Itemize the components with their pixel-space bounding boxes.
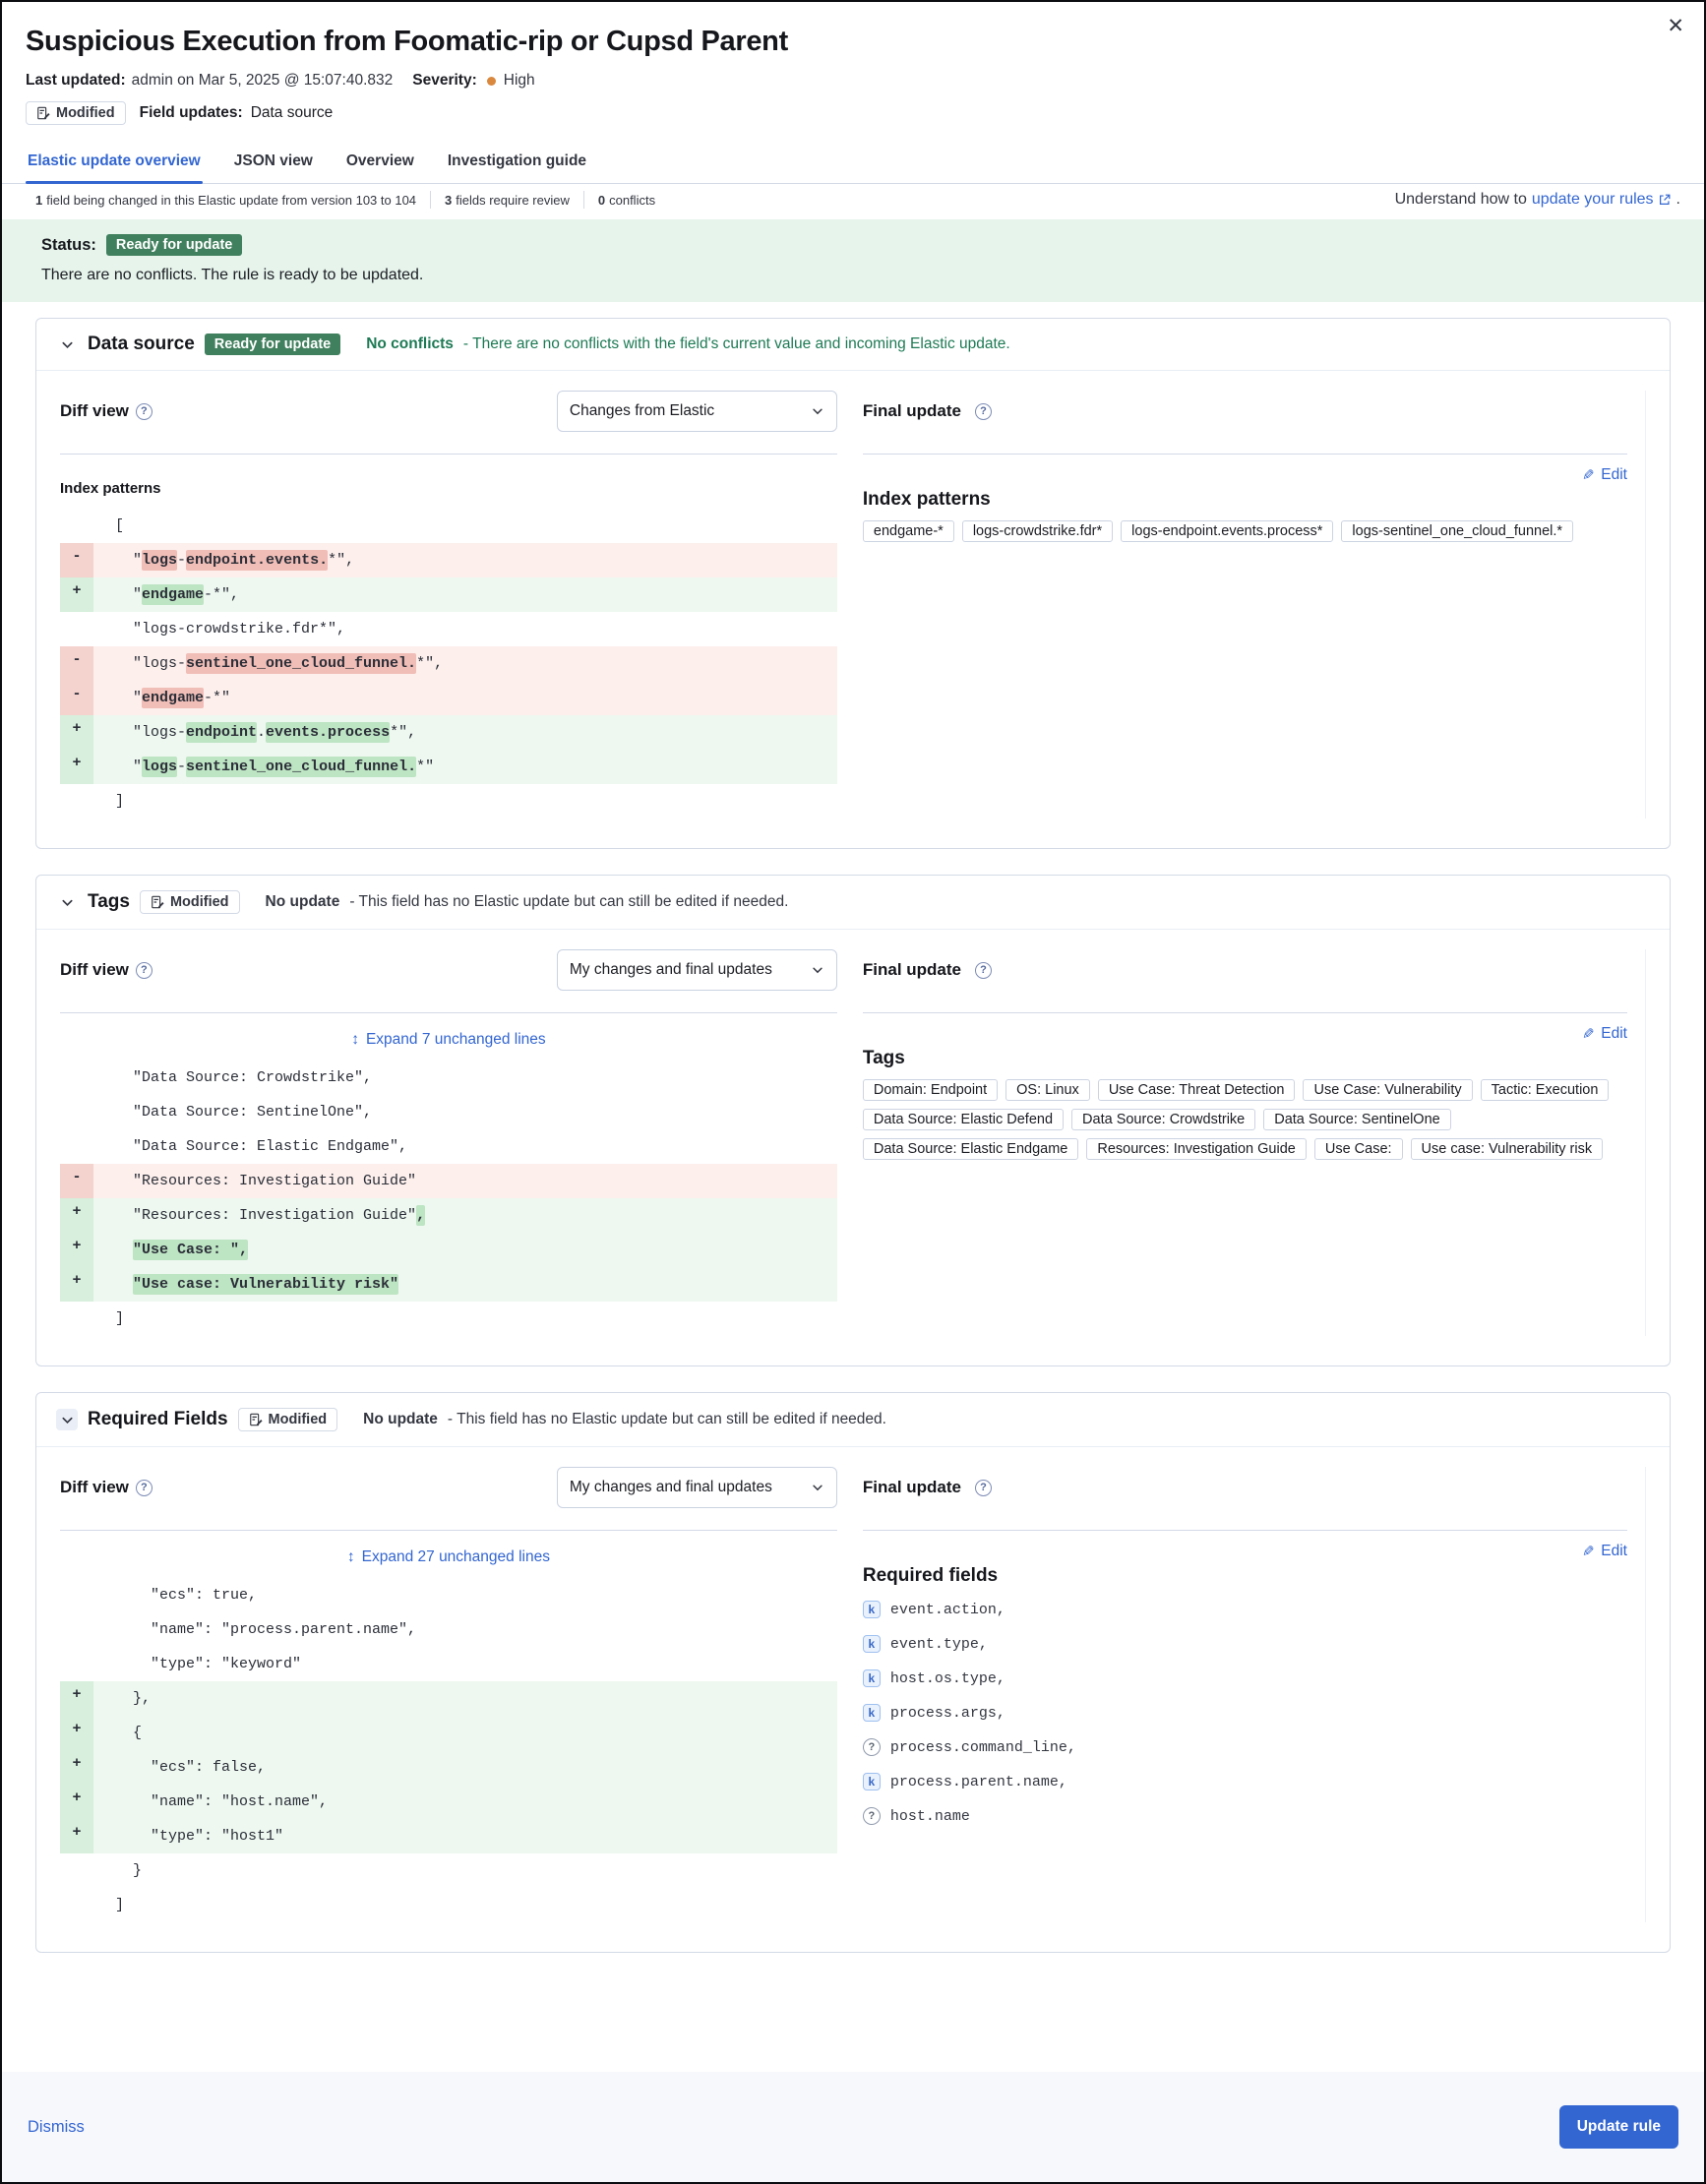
diff-changed-token: sentinel_one_cloud_funnel.: [186, 655, 417, 672]
diff-view-select[interactable]: Changes from Elastic: [557, 391, 837, 432]
diff-line: [60, 1612, 837, 1647]
diff-line: [60, 681, 837, 715]
final-update-heading: Index patterns: [862, 489, 991, 510]
diff-gutter: [60, 1612, 93, 1647]
required-fields-list: [863, 1597, 1627, 1829]
modified-badge: Modified: [140, 890, 240, 914]
section-status-text: - This field has no Elastic update but can still be edited if needed.: [447, 1411, 886, 1427]
diff-gutter: [60, 1888, 93, 1922]
diff-text: }: [97, 1862, 143, 1879]
help-icon[interactable]: ?: [975, 962, 992, 979]
diff-changed-token: endpoint: [186, 724, 258, 741]
diff-text: *",: [416, 655, 444, 672]
diff-line: [60, 577, 837, 612]
value-badge: Resources: Investigation Guide: [1086, 1138, 1307, 1160]
diff-code: [93, 1578, 837, 1612]
diff-gutter: +: [60, 1681, 93, 1716]
document-edit-icon: [36, 106, 50, 120]
diff-text: -: [177, 552, 187, 569]
diff-line: [60, 1819, 837, 1853]
diff-changed-token: endgame: [142, 586, 205, 603]
value-badge: endgame-*: [863, 520, 954, 542]
ready-for-update-badge: Ready for update: [205, 334, 340, 355]
value-badge: Use case: Vulnerability risk: [1411, 1138, 1604, 1160]
diff-text: -*",: [204, 586, 240, 603]
diff-gutter: +: [60, 1750, 93, 1785]
chevron-down-icon: [811, 404, 824, 418]
diff-code: [93, 715, 837, 750]
keyword-token-icon: k: [863, 1669, 881, 1687]
value-badge: Data Source: Elastic Defend: [863, 1109, 1064, 1130]
chevron-down-icon: [811, 1481, 824, 1494]
section-status-text: - There are no conflicts with the field's current value and incoming Elastic update.: [462, 335, 1010, 352]
diff-gutter: -: [60, 681, 93, 715]
diff-line: [60, 1785, 837, 1819]
final-update-label: Final update: [862, 1478, 961, 1496]
section-title: Data source: [88, 334, 195, 354]
field-name: event.type,: [889, 1635, 988, 1653]
diff-changed-token: endgame: [142, 690, 205, 706]
diff-code: [93, 750, 837, 784]
modified-badge: Modified: [238, 1408, 338, 1431]
diff-code: [93, 1716, 837, 1750]
diff-line: [60, 1647, 837, 1681]
diff-line: [60, 1681, 837, 1716]
diff-gutter: [60, 1095, 93, 1129]
final-update-heading: Tags: [862, 1048, 905, 1068]
keyword-token-icon: k: [863, 1773, 881, 1790]
status-message: There are no conflicts. The rule is ready to be updated.: [41, 267, 424, 283]
diff-gutter: [60, 1302, 93, 1336]
severity-value: High: [503, 72, 535, 89]
help-icon[interactable]: ?: [136, 403, 152, 420]
value-badge: logs-endpoint.events.process*: [1121, 520, 1333, 542]
field-name: event.action,: [889, 1601, 1005, 1618]
diff-code: [93, 577, 837, 612]
diff-gutter: [60, 509, 93, 543]
diff-text: "logs-: [97, 655, 187, 672]
section-status-label: No update: [265, 893, 340, 910]
section-title: Tags: [88, 891, 130, 912]
diff-text: [97, 1242, 133, 1258]
required-field-row: [863, 1631, 1627, 1657]
expand-unchanged-button[interactable]: ↕ Expand 7 unchanged lines: [351, 1031, 546, 1048]
diff-text: ]: [97, 1897, 125, 1913]
stat-number: 0: [597, 192, 606, 208]
diff-text: ": [97, 758, 143, 775]
update-rule-button[interactable]: Update rule: [1559, 2105, 1678, 2149]
dismiss-button[interactable]: Dismiss: [28, 2117, 85, 2136]
section-status-label: No update: [363, 1411, 438, 1427]
diff-code: [93, 1129, 837, 1164]
diff-gutter: +: [60, 1233, 93, 1267]
diff-subtitle: Index patterns: [60, 480, 161, 497]
required-field-row: [863, 1666, 1627, 1691]
accordion-header-data-source[interactable]: [36, 319, 1670, 371]
diff-changed-token: sentinel_one_cloud_funnel.: [186, 758, 417, 775]
update-stats: [35, 191, 655, 209]
diff-gutter: -: [60, 543, 93, 577]
help-icon[interactable]: ?: [136, 962, 152, 979]
diff-code: [93, 1819, 837, 1853]
diff-code: [93, 1061, 837, 1095]
diff-code: [93, 1198, 837, 1233]
severity-label: Severity:: [412, 72, 477, 89]
diff-text: "name": "host.name",: [97, 1793, 329, 1810]
diff-text: "ecs": false,: [97, 1759, 267, 1776]
update-stat: [445, 193, 570, 208]
subheader: [2, 184, 1704, 217]
update-rules-link[interactable]: update your rules: [1532, 191, 1672, 209]
value-badge: Domain: Endpoint: [863, 1079, 998, 1101]
diff-code: [93, 543, 837, 577]
diff-gutter: +: [60, 1267, 93, 1302]
stat-text: fields require review: [456, 192, 570, 208]
flyout-footer: [2, 2072, 1704, 2182]
diff-code: [93, 1888, 837, 1922]
chevron-down-icon[interactable]: [56, 1409, 78, 1430]
diff-gutter: +: [60, 577, 93, 612]
external-link-icon: [1658, 193, 1672, 207]
diff-text: "logs-: [97, 724, 187, 741]
diff-text: [: [97, 517, 125, 534]
modified-badge: Modified: [26, 101, 126, 125]
edit-button[interactable]: ✎ Edit: [1581, 1025, 1627, 1043]
diff-code: [93, 1681, 837, 1716]
diff-text: ": [97, 690, 143, 706]
document-edit-icon: [151, 895, 164, 909]
diff-line: [60, 750, 837, 784]
edit-button[interactable]: ✎ Edit: [1581, 466, 1627, 484]
expand-arrows-icon: ↕: [346, 1548, 355, 1565]
stat-text: field being changed in this Elastic update from version 103 to 104: [46, 192, 417, 208]
diff-changed-token: events.process: [266, 724, 391, 741]
unknown-token-icon: ?: [863, 1738, 881, 1756]
tab-investigation-guide[interactable]: Investigation guide: [447, 152, 587, 169]
required-field-row: [863, 1734, 1627, 1760]
meta-row: [26, 72, 1645, 90]
tag-badges: [863, 1079, 1627, 1160]
field-name: host.name: [889, 1807, 970, 1825]
diff-gutter: [60, 612, 93, 646]
value-badge: Use Case: Threat Detection: [1098, 1079, 1296, 1101]
status-label: Status:: [41, 235, 96, 254]
required-field-row: [863, 1700, 1627, 1726]
help-text: Understand how to update your rules .: [1394, 191, 1680, 208]
accordion-header-required-fields[interactable]: [36, 1393, 1670, 1447]
diff-code: [93, 1785, 837, 1819]
keyword-token-icon: k: [863, 1601, 881, 1618]
stat-number: 3: [445, 192, 453, 208]
section-title: Required Fields: [88, 1409, 228, 1429]
diff-block: [60, 1061, 837, 1336]
diff-line: [60, 646, 837, 681]
tab-json-view[interactable]: JSON view: [233, 152, 313, 169]
diff-block: [60, 509, 837, 819]
diff-changed-token: logs: [142, 758, 178, 775]
diff-view-label: Diff view: [60, 401, 129, 420]
stat-divider: [430, 191, 431, 209]
diff-code: [93, 784, 837, 819]
diff-text: ": [97, 586, 143, 603]
diff-line: [60, 1095, 837, 1129]
diff-line: [60, 1750, 837, 1785]
expand-arrows-icon: ↕: [351, 1031, 359, 1048]
value-badge: Tactic: Execution: [1481, 1079, 1610, 1101]
value-badge: Data Source: SentinelOne: [1263, 1109, 1450, 1130]
diff-line: [60, 1198, 837, 1233]
pencil-icon: ✎: [1581, 1026, 1595, 1043]
diff-gutter: +: [60, 715, 93, 750]
diff-gutter: -: [60, 1164, 93, 1198]
diff-code: [93, 509, 837, 543]
last-updated-label: Last updated:: [26, 72, 126, 89]
field-name: process.args,: [889, 1704, 1005, 1722]
diff-line: [60, 1853, 837, 1888]
diff-line: [60, 1578, 837, 1612]
diff-gutter: [60, 784, 93, 819]
diff-line: [60, 1129, 837, 1164]
diff-text: "Data Source: Elastic Endgame",: [97, 1138, 408, 1155]
required-field-row: [863, 1803, 1627, 1829]
diff-text: {: [97, 1725, 143, 1741]
section-data-source: [35, 318, 1671, 849]
update-stat: [598, 193, 655, 208]
expand-unchanged-button[interactable]: ↕ Expand 27 unchanged lines: [346, 1548, 550, 1565]
diff-text: .: [257, 724, 267, 741]
diff-text: "type": "host1": [97, 1828, 284, 1845]
diff-text: ]: [97, 793, 125, 810]
diff-gutter: [60, 1129, 93, 1164]
diff-line: [60, 543, 837, 577]
diff-gutter: +: [60, 1716, 93, 1750]
help-icon[interactable]: ?: [975, 403, 992, 420]
diff-code: [93, 1647, 837, 1681]
diff-line: [60, 1267, 837, 1302]
diff-block: [60, 1578, 837, 1922]
update-stat: [35, 193, 416, 208]
diff-code: [93, 646, 837, 681]
unknown-token-icon: ?: [863, 1807, 881, 1825]
diff-text: "name": "process.parent.name",: [97, 1621, 417, 1638]
diff-line: [60, 715, 837, 750]
tab-overview[interactable]: Overview: [345, 152, 414, 169]
required-field-row: [863, 1769, 1627, 1794]
diff-text: ": [97, 552, 143, 569]
diff-text: *",: [390, 724, 417, 741]
section-tags: [35, 875, 1671, 1366]
keyword-token-icon: k: [863, 1704, 881, 1722]
diff-gutter: [60, 1061, 93, 1095]
diff-gutter: +: [60, 1198, 93, 1233]
diff-code: [93, 1612, 837, 1647]
final-update-heading: Required fields: [862, 1565, 999, 1586]
diff-gutter: [60, 1578, 93, 1612]
final-update-label: Final update: [862, 960, 961, 979]
diff-code: [93, 1750, 837, 1785]
diff-view-label: Diff view: [60, 1478, 129, 1496]
diff-text: -*": [204, 690, 231, 706]
diff-gutter: [60, 1647, 93, 1681]
edit-button[interactable]: ✎ Edit: [1581, 1543, 1627, 1560]
diff-code: [93, 1164, 837, 1198]
chevron-down-icon: [811, 963, 824, 977]
diff-code: [93, 1233, 837, 1267]
stat-text: conflicts: [609, 192, 656, 208]
diff-line: [60, 1302, 837, 1336]
flyout-header: [2, 2, 1704, 125]
severity-dot-icon: [487, 77, 496, 86]
section-required-fields: [35, 1392, 1671, 1953]
status-callout: [2, 219, 1704, 302]
value-badge: logs-sentinel_one_cloud_funnel.*: [1341, 520, 1573, 542]
field-name: process.parent.name,: [889, 1773, 1067, 1790]
diff-text: "Data Source: SentinelOne",: [97, 1104, 373, 1121]
status-badge: Ready for update: [106, 234, 242, 256]
value-badge: Use Case: Vulnerability: [1303, 1079, 1472, 1101]
field-updates-label: Field updates:: [139, 104, 243, 121]
pencil-icon: ✎: [1581, 1544, 1595, 1560]
diff-line: [60, 1716, 837, 1750]
diff-code: [93, 612, 837, 646]
field-updates-value: Data source: [250, 104, 334, 121]
stat-divider: [583, 191, 584, 209]
value-badge: OS: Linux: [1005, 1079, 1090, 1101]
diff-gutter: -: [60, 646, 93, 681]
sections: [35, 318, 1671, 1953]
help-icon[interactable]: ?: [975, 1480, 992, 1496]
diff-line: [60, 509, 837, 543]
diff-line: [60, 1888, 837, 1922]
diff-text: ]: [97, 1310, 125, 1327]
diff-text: "Data Source: Crowdstrike",: [97, 1069, 373, 1086]
pencil-icon: ✎: [1581, 467, 1595, 484]
field-name: process.command_line,: [889, 1738, 1076, 1756]
diff-text: -: [177, 758, 187, 775]
value-badge: logs-crowdstrike.fdr*: [962, 520, 1113, 542]
diff-text: "ecs": true,: [97, 1587, 258, 1604]
diff-gutter: [60, 1853, 93, 1888]
chevron-down-icon[interactable]: [56, 334, 78, 355]
tab-bar: [2, 141, 1704, 184]
page-title: Suspicious Execution from Foomatic-rip or Cupsd Parent: [26, 26, 788, 57]
diff-line: [60, 612, 837, 646]
diff-changed-token: logs: [142, 552, 178, 569]
section-status-label: No conflicts: [366, 335, 454, 352]
diff-text: "Resources: Investigation Guide": [97, 1207, 417, 1224]
diff-changed-token: "Use case: Vulnerability risk": [133, 1276, 399, 1293]
diff-gutter: +: [60, 1785, 93, 1819]
keyword-token-icon: k: [863, 1635, 881, 1653]
diff-changed-token: "Use Case: ",: [133, 1242, 249, 1258]
tab-elastic-update-overview[interactable]: Elastic update overview: [26, 141, 203, 183]
diff-line: [60, 784, 837, 819]
close-icon[interactable]: ✕: [1663, 12, 1688, 40]
accordion-header-tags[interactable]: [36, 876, 1670, 930]
badge-row: [26, 101, 1645, 125]
index-pattern-badges: [863, 520, 1627, 542]
document-edit-icon: [249, 1413, 263, 1426]
diff-text: [97, 1276, 133, 1293]
diff-code: [93, 1853, 837, 1888]
diff-text: *": [416, 758, 435, 775]
diff-changed-token: endpoint.events.: [186, 552, 329, 569]
required-field-row: [863, 1597, 1627, 1622]
diff-code: [93, 1095, 837, 1129]
value-badge: Data Source: Elastic Endgame: [863, 1138, 1078, 1160]
last-updated-value: admin on Mar 5, 2025 @ 15:07:40.832: [131, 72, 394, 89]
diff-view-select[interactable]: My changes and final updates: [557, 949, 837, 991]
diff-code: [93, 1267, 837, 1302]
diff-changed-token: ,: [416, 1207, 426, 1224]
stat-number: 1: [35, 192, 43, 208]
diff-code: [93, 1302, 837, 1336]
diff-line: [60, 1233, 837, 1267]
diff-text: },: [97, 1690, 152, 1707]
value-badge: Data Source: Crowdstrike: [1071, 1109, 1255, 1130]
help-icon[interactable]: ?: [136, 1480, 152, 1496]
diff-gutter: +: [60, 750, 93, 784]
diff-gutter: +: [60, 1819, 93, 1853]
diff-line: [60, 1061, 837, 1095]
diff-view-select[interactable]: My changes and final updates: [557, 1467, 837, 1508]
diff-line: [60, 1164, 837, 1198]
final-update-label: Final update: [862, 401, 961, 420]
diff-text: "Resources: Investigation Guide": [97, 1173, 417, 1189]
diff-code: [93, 681, 837, 715]
diff-text: "type": "keyword": [97, 1656, 302, 1672]
field-name: host.os.type,: [889, 1669, 1005, 1687]
diff-text: "logs-crowdstrike.fdr*",: [97, 621, 346, 637]
diff-text: *",: [328, 552, 355, 569]
diff-view-label: Diff view: [60, 960, 129, 979]
value-badge: Use Case:: [1314, 1138, 1403, 1160]
section-status-text: - This field has no Elastic update but can still be edited if needed.: [349, 893, 789, 910]
chevron-down-icon[interactable]: [56, 891, 78, 913]
